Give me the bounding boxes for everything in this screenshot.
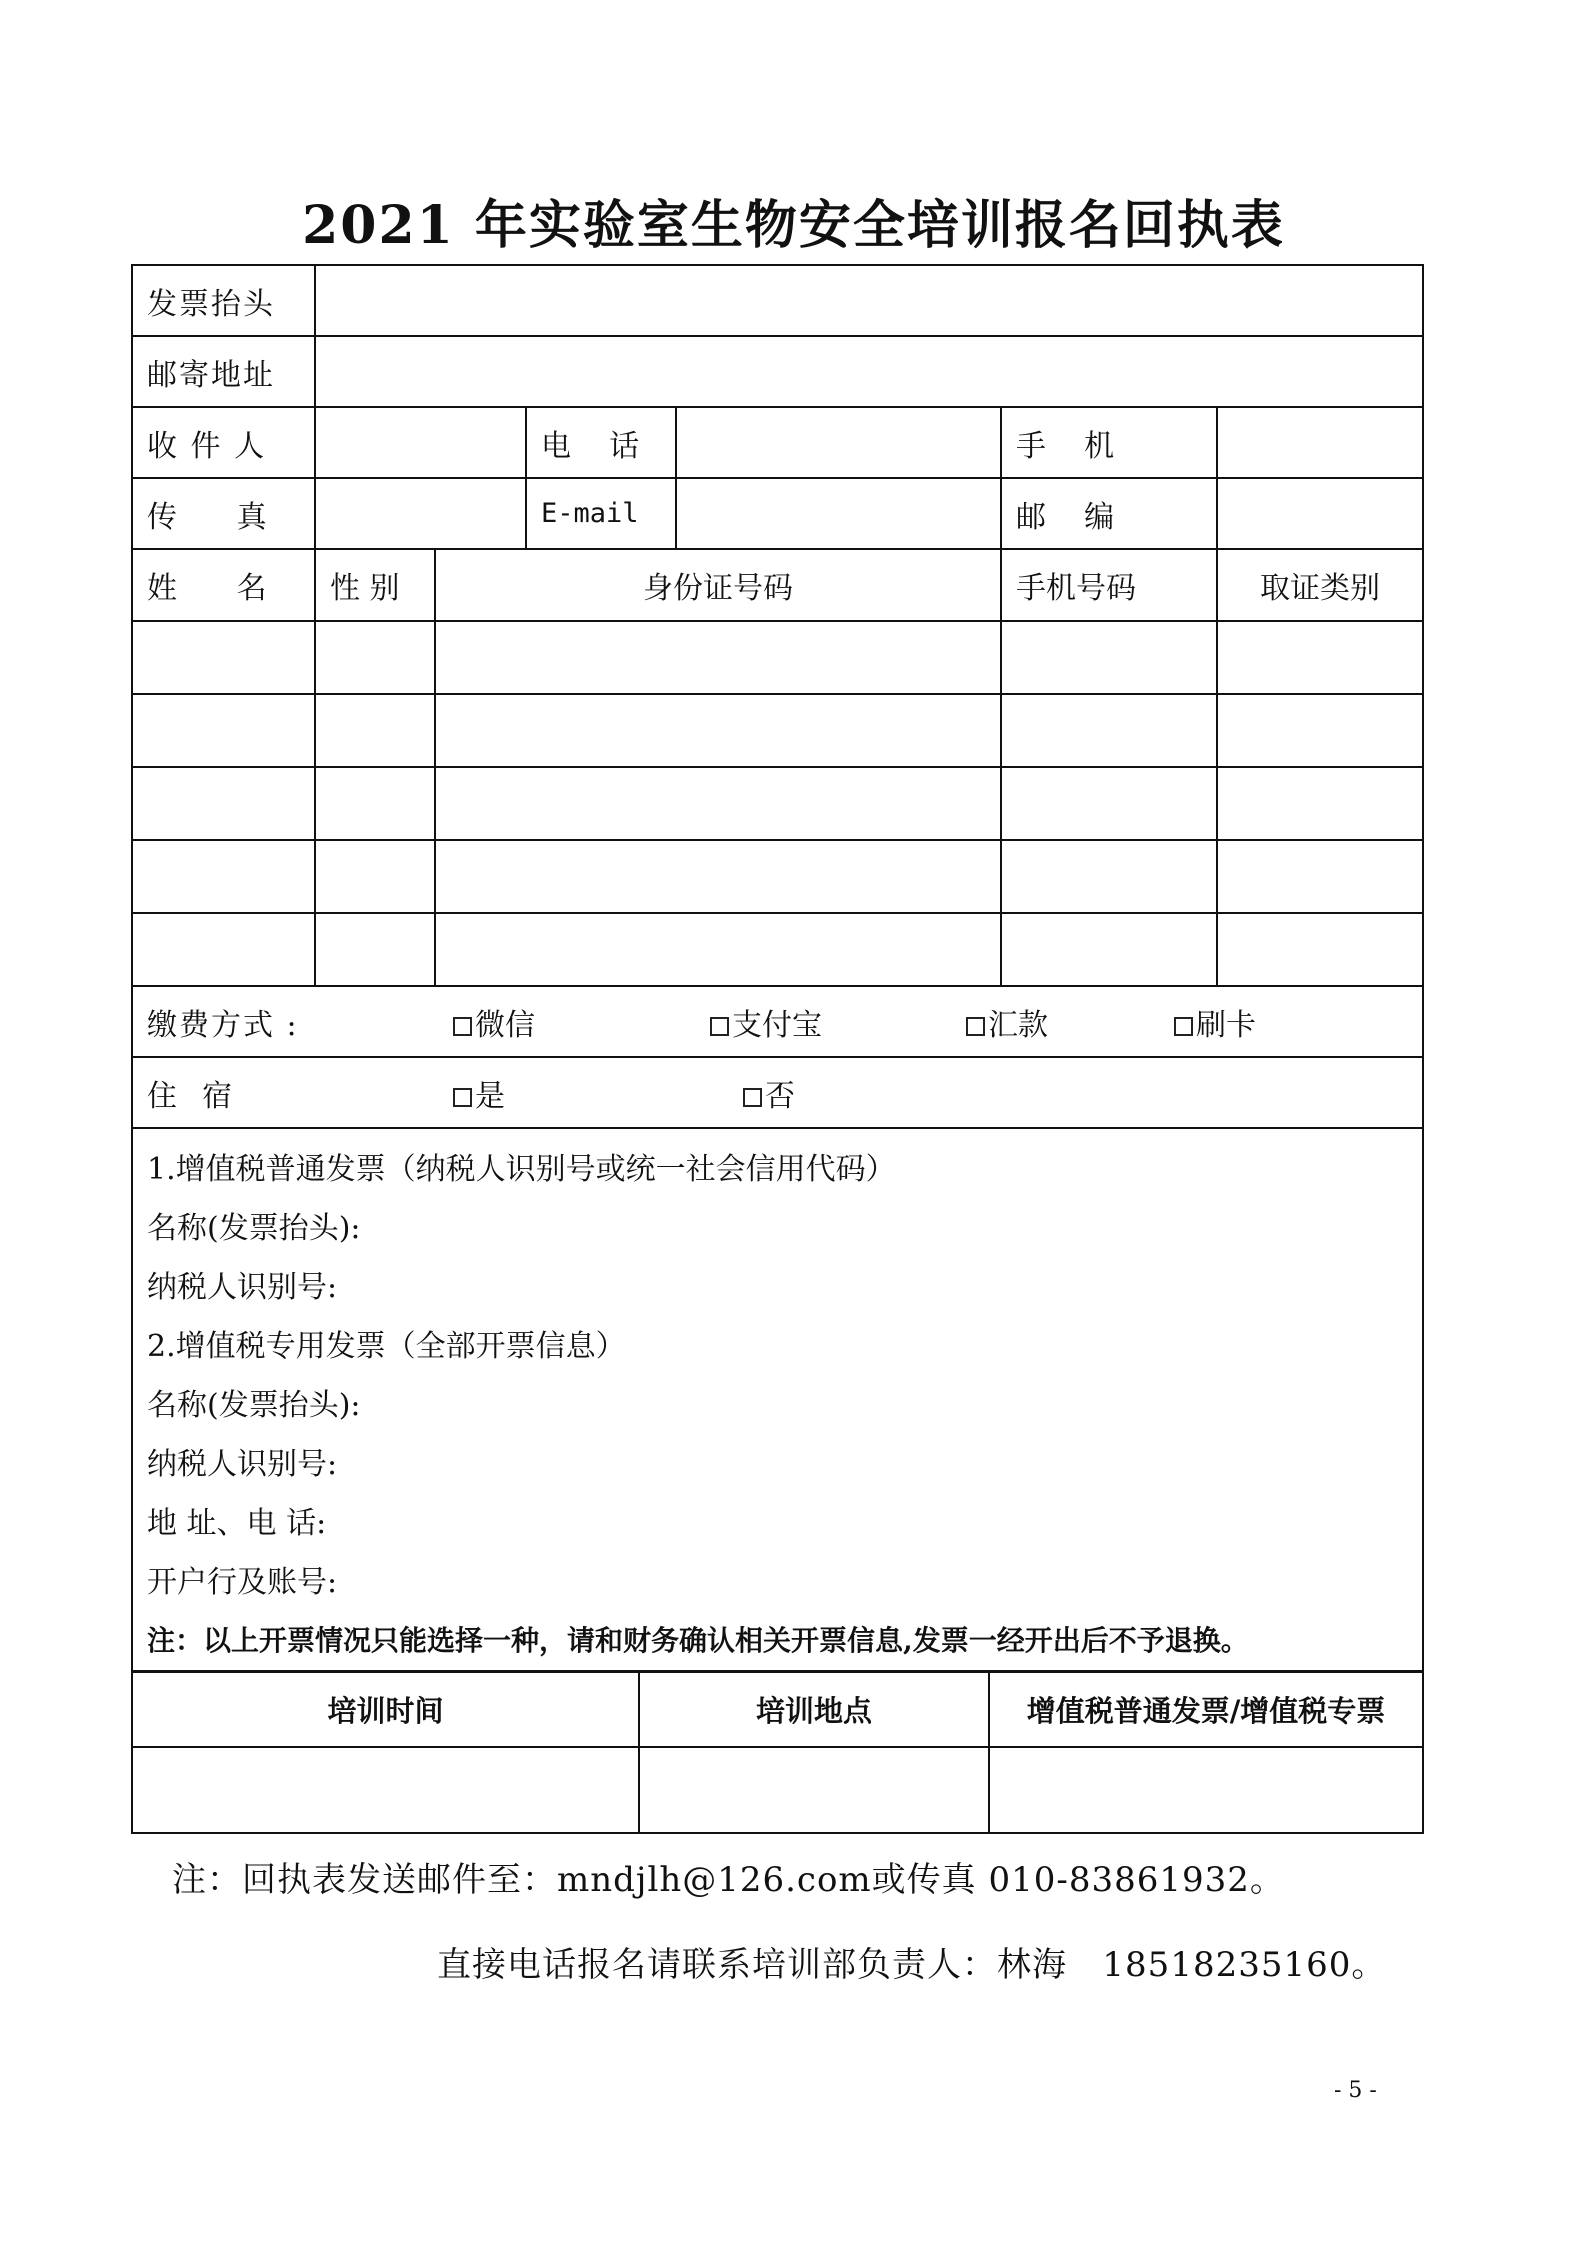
- participant-id-cell[interactable]: [435, 840, 1001, 913]
- participant-name-cell[interactable]: [132, 694, 315, 767]
- training-time-header: 培训时间: [132, 1671, 639, 1747]
- participant-row: [132, 694, 1423, 767]
- payment-option-label: 微信: [475, 1007, 535, 1043]
- participant-certificate-cell[interactable]: [1217, 840, 1423, 913]
- participant-mobile-cell[interactable]: [1001, 767, 1217, 840]
- lodging-label: 住 宿: [147, 1078, 235, 1114]
- lodging-row: [132, 1057, 1423, 1128]
- recipient-field[interactable]: [315, 407, 526, 478]
- participant-gender-cell[interactable]: [315, 621, 435, 694]
- invoice-line: 名称(发票抬头):: [147, 1388, 361, 1423]
- invoice-line: 2.增值税专用发票（全部开票信息）: [147, 1329, 626, 1364]
- participant-name-cell[interactable]: [132, 621, 315, 694]
- fax-label: 传 真: [132, 478, 315, 549]
- footer-email-note: 注：回执表发送邮件至：mndjlh@126.com或传真 010-83861932。: [172, 1860, 1285, 1900]
- participant-row: [132, 621, 1423, 694]
- participant-gender-cell[interactable]: [315, 694, 435, 767]
- invoice-type-cell[interactable]: [989, 1747, 1423, 1833]
- invoice-line: 地 址、电 话:: [147, 1506, 327, 1541]
- fax-field[interactable]: [315, 478, 526, 549]
- training-location-cell[interactable]: [639, 1747, 989, 1833]
- mail-address-label: 邮寄地址: [132, 336, 315, 407]
- participant-id-cell[interactable]: [435, 694, 1001, 767]
- checkbox-icon[interactable]: [453, 1017, 472, 1036]
- mobile-label: 手 机: [1001, 407, 1217, 478]
- fax-row: [132, 478, 1423, 549]
- participant-certificate-cell[interactable]: [1217, 767, 1423, 840]
- registration-table: [131, 264, 1424, 1673]
- gender-column-header: 性 别: [315, 549, 435, 621]
- form-title: 2021 年实验室生物安全培训报名回执表: [302, 195, 1285, 256]
- participant-mobile-cell[interactable]: [1001, 694, 1217, 767]
- invoice-line: 纳税人识别号:: [147, 1447, 338, 1482]
- mobile-number-column-header: 手机号码: [1001, 549, 1217, 621]
- lodging-option-label: 是: [475, 1078, 505, 1114]
- checkbox-icon[interactable]: [743, 1088, 762, 1107]
- invoice-type-header: 增值税普通发票/增值税专票: [989, 1671, 1423, 1747]
- invoice-info-cell[interactable]: [132, 1128, 1423, 1672]
- name-column-header: 姓 名: [132, 549, 315, 621]
- payment-option-label: 刷卡: [1196, 1007, 1256, 1043]
- payment-option-card[interactable]: [1174, 1000, 1256, 1044]
- footer-contact-note: 直接电话报名请联系培训部负责人：林海 18518235160。: [437, 1945, 1387, 1985]
- participant-row: [132, 767, 1423, 840]
- participant-gender-cell[interactable]: [315, 767, 435, 840]
- invoice-line: 1.增值税普通发票（纳税人识别号或统一社会信用代码）: [147, 1152, 896, 1187]
- participant-row: [132, 913, 1423, 986]
- payment-cell: [132, 986, 1423, 1057]
- participant-row: [132, 840, 1423, 913]
- training-header-row: [132, 1671, 1423, 1747]
- participant-name-cell[interactable]: [132, 767, 315, 840]
- mobile-field[interactable]: [1217, 407, 1423, 478]
- invoice-line: 名称(发票抬头):: [147, 1211, 361, 1246]
- invoice-line: 开户行及账号:: [147, 1565, 338, 1600]
- certificate-type-column-header: 取证类别: [1217, 549, 1423, 621]
- payment-label: 缴费方式 :: [147, 1007, 299, 1043]
- phone-label: 电 话: [526, 407, 676, 478]
- participant-id-cell[interactable]: [435, 621, 1001, 694]
- email-label: E-mail: [526, 478, 676, 549]
- email-field[interactable]: [676, 478, 1001, 549]
- invoice-header-label: 发票抬头: [132, 265, 315, 336]
- checkbox-icon[interactable]: [453, 1088, 472, 1107]
- checkbox-icon[interactable]: [966, 1017, 985, 1036]
- lodging-cell: [132, 1057, 1423, 1128]
- participants-header-row: [132, 549, 1423, 621]
- training-row: [132, 1747, 1423, 1833]
- participant-mobile-cell[interactable]: [1001, 840, 1217, 913]
- page-number: - 5 -: [1334, 2078, 1377, 2103]
- mail-address-row: [132, 336, 1423, 407]
- participant-gender-cell[interactable]: [315, 913, 435, 986]
- training-table: [131, 1670, 1424, 1834]
- recipient-row: [132, 407, 1423, 478]
- id-number-column-header: 身份证号码: [435, 549, 1001, 621]
- payment-row: [132, 986, 1423, 1057]
- invoice-header-row: [132, 265, 1423, 336]
- payment-option-label: 支付宝: [732, 1007, 822, 1043]
- lodging-option-yes[interactable]: [453, 1071, 505, 1115]
- participant-certificate-cell[interactable]: [1217, 621, 1423, 694]
- participant-certificate-cell[interactable]: [1217, 694, 1423, 767]
- participant-id-cell[interactable]: [435, 767, 1001, 840]
- lodging-option-label: 否: [765, 1078, 795, 1114]
- phone-field[interactable]: [676, 407, 1001, 478]
- participant-name-cell[interactable]: [132, 913, 315, 986]
- checkbox-icon[interactable]: [1174, 1017, 1193, 1036]
- participant-gender-cell[interactable]: [315, 840, 435, 913]
- invoice-header-field[interactable]: [315, 265, 1423, 336]
- recipient-label: 收 件 人: [132, 407, 315, 478]
- payment-option-transfer[interactable]: [966, 1000, 1048, 1044]
- payment-option-wechat[interactable]: [453, 1000, 535, 1044]
- training-location-header: 培训地点: [639, 1671, 989, 1747]
- postcode-label: 邮 编: [1001, 478, 1217, 549]
- participant-id-cell[interactable]: [435, 913, 1001, 986]
- payment-option-label: 汇款: [988, 1007, 1048, 1043]
- checkbox-icon[interactable]: [710, 1017, 729, 1036]
- postcode-field[interactable]: [1217, 478, 1423, 549]
- invoice-info-row: [132, 1128, 1423, 1672]
- lodging-option-no[interactable]: [743, 1071, 795, 1115]
- participant-mobile-cell[interactable]: [1001, 621, 1217, 694]
- payment-option-alipay[interactable]: [710, 1000, 822, 1044]
- invoice-line: 纳税人识别号:: [147, 1270, 338, 1305]
- invoice-note: 注：以上开票情况只能选择一种，请和财务确认相关开票信息,发票一经开出后不予退换。: [147, 1624, 1249, 1657]
- mail-address-field[interactable]: [315, 336, 1423, 407]
- participant-certificate-cell[interactable]: [1217, 913, 1423, 986]
- participant-mobile-cell[interactable]: [1001, 913, 1217, 986]
- training-time-cell[interactable]: [132, 1747, 639, 1833]
- participant-name-cell[interactable]: [132, 840, 315, 913]
